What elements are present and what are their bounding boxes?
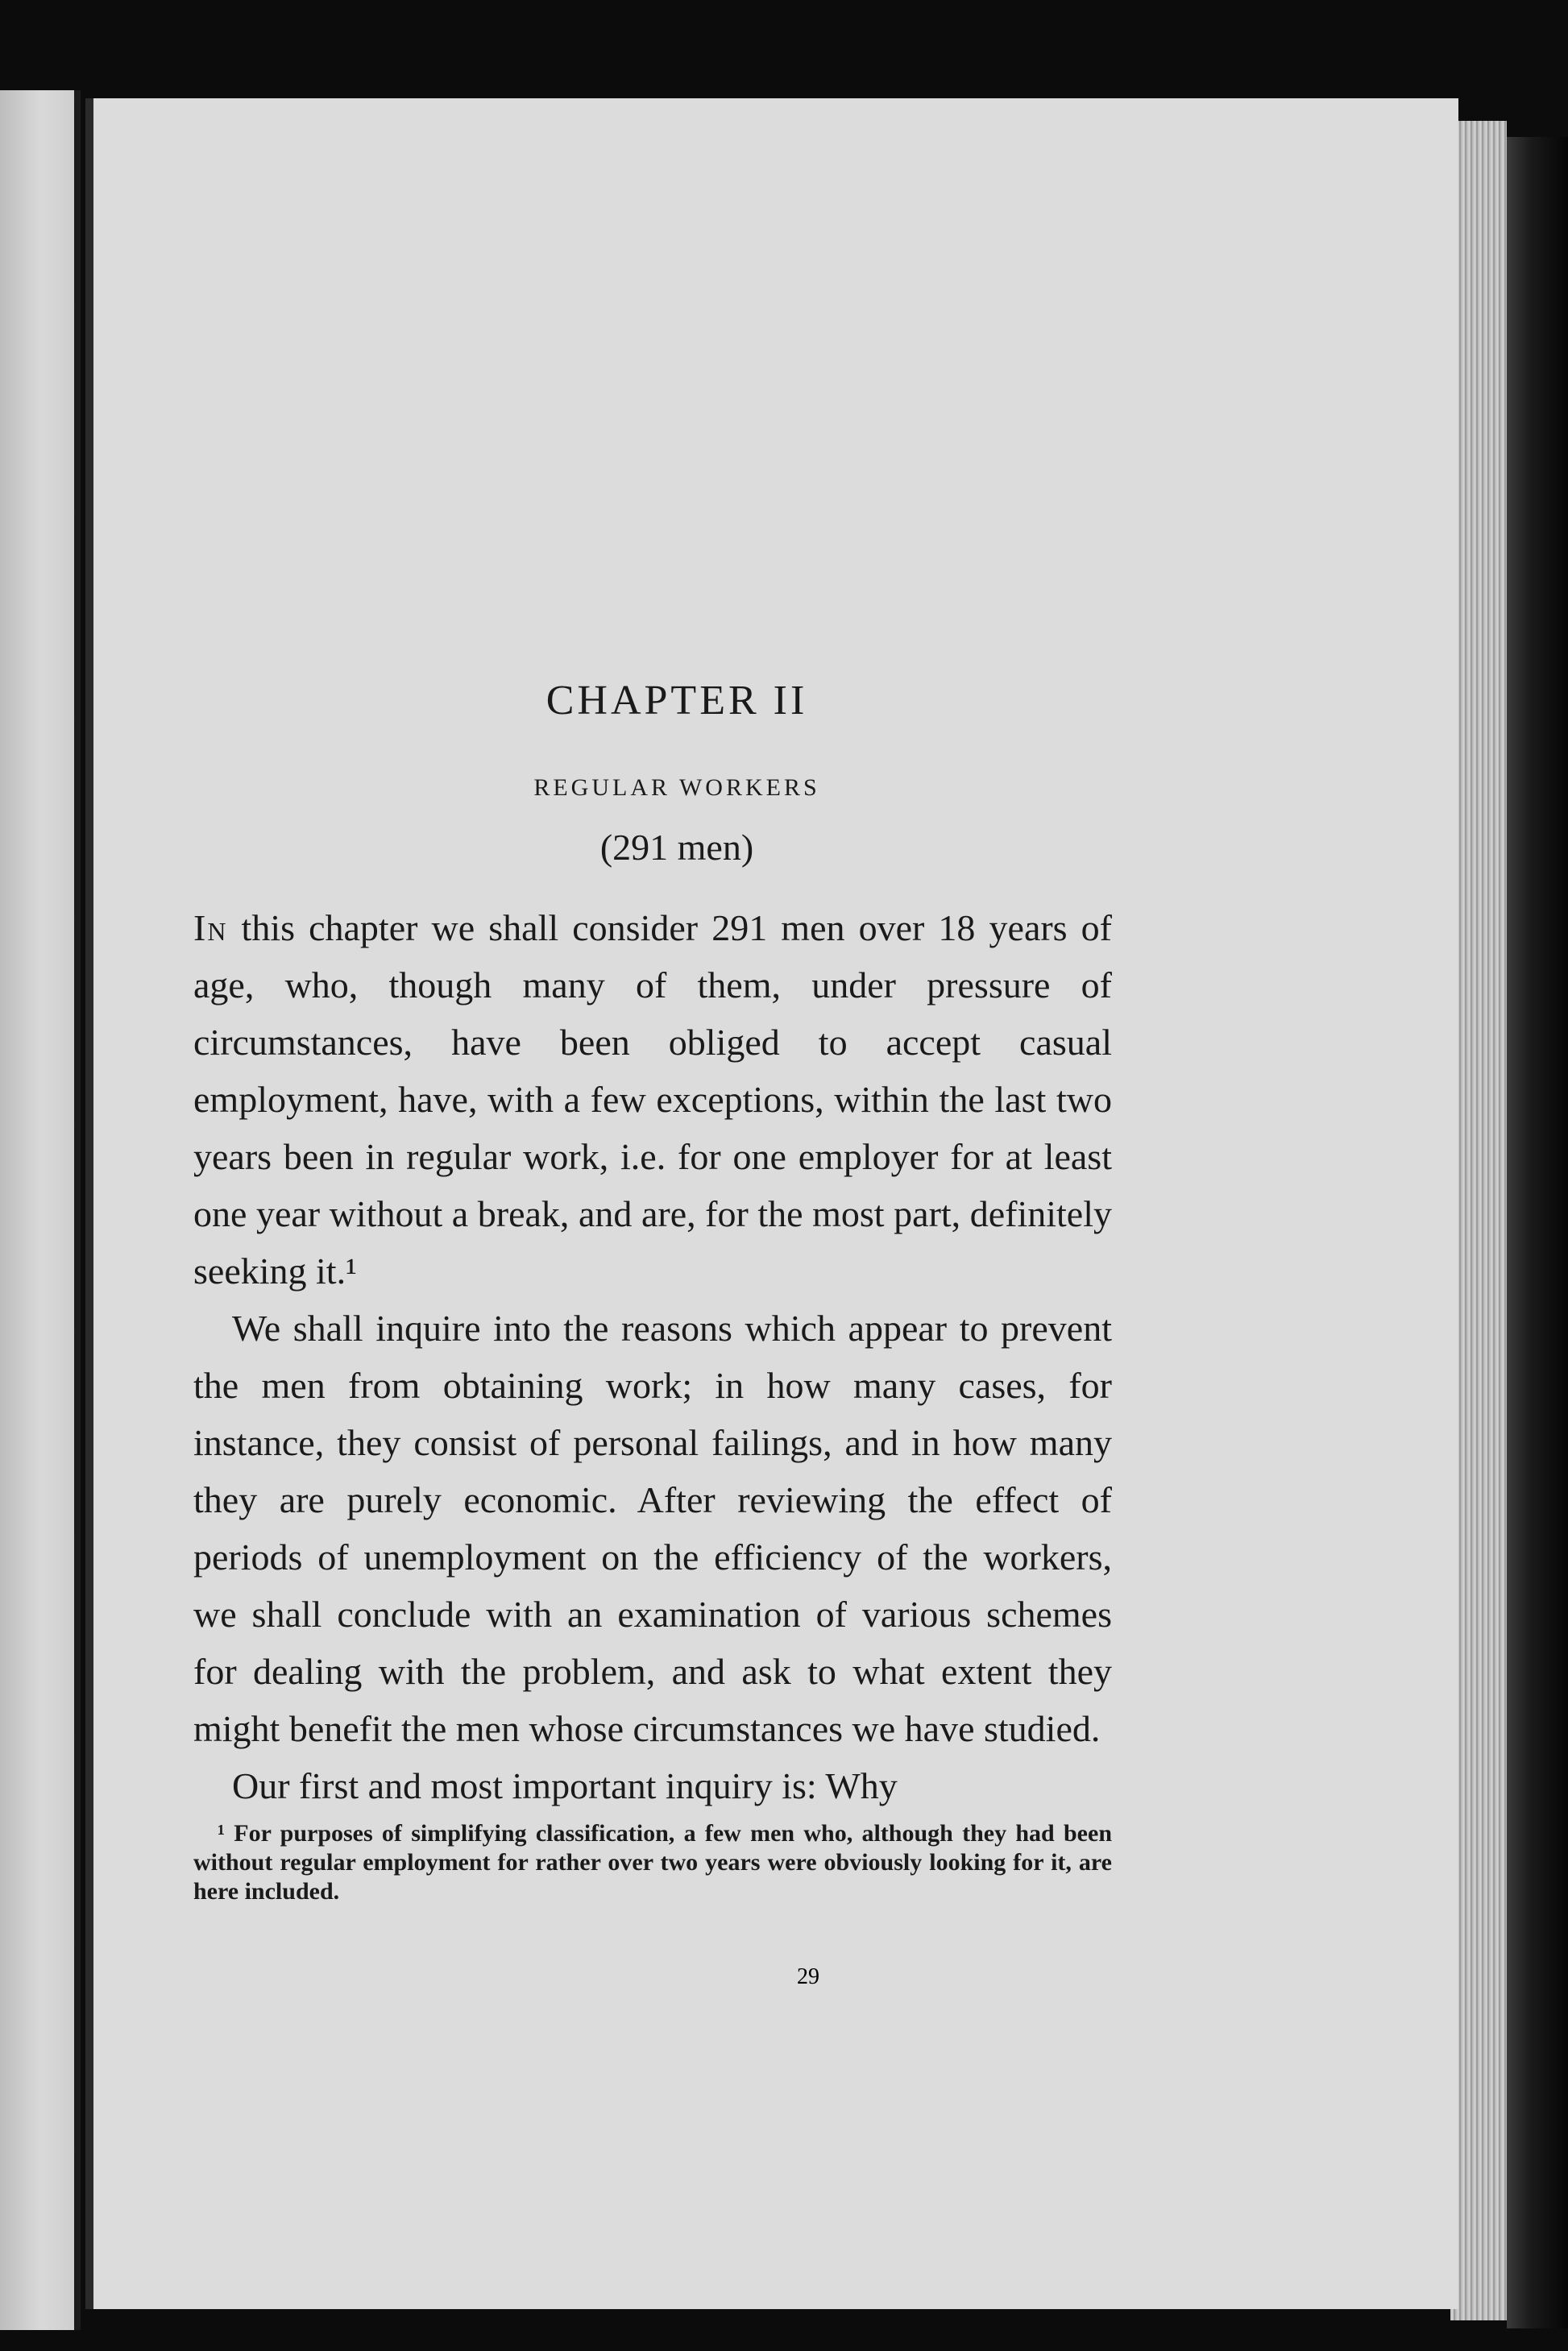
book-binding-shadow: [1507, 137, 1568, 2328]
footnote: ¹ For purposes of simplifying classification, a few men who, although they had been without regular employment for rather over two years were obviously looking for it, are here included.: [193, 1820, 1112, 1905]
chapter-title: CHAPTER II: [545, 678, 808, 724]
page-content: [193, 677, 1112, 1906]
paragraph-1: [193, 899, 1112, 1300]
paragraph-1-lead: In: [193, 907, 228, 948]
chapter-subtitle: REGULAR WORKERS: [533, 774, 820, 801]
paragraph-1-text: this chapter we shall consider 291 men over 18 years of age, who, though many of them, under pressure of circumstances, have been obliged to accept casual employment, have, with a few exceptions, within the last two years been in regular work, i.e. for one employer for at least one year without a break, and are, for the most part, definitely seeking it.¹: [193, 907, 1112, 1292]
page-number: 29: [797, 1964, 819, 1989]
paragraph-3: Our first and most important inquiry is: Why: [232, 1765, 898, 1806]
paragraph-2: We shall inquire into the reasons which appear to prevent the men from obtaining work; in how many cases, for instance, they consist of personal failings, and in how many they are purely economic. After reviewing the effect of periods of unemployment on the efficiency of the workers, we shall conclude with an examination of various schemes for dealing with the problem, and ask to what extent they might benefit the men whose circumstances we have studied.: [193, 1308, 1112, 1749]
facing-page-edge: [0, 90, 81, 2330]
page-stack-edges: [1450, 121, 1507, 2320]
chapter-count: (291 men): [599, 827, 754, 868]
